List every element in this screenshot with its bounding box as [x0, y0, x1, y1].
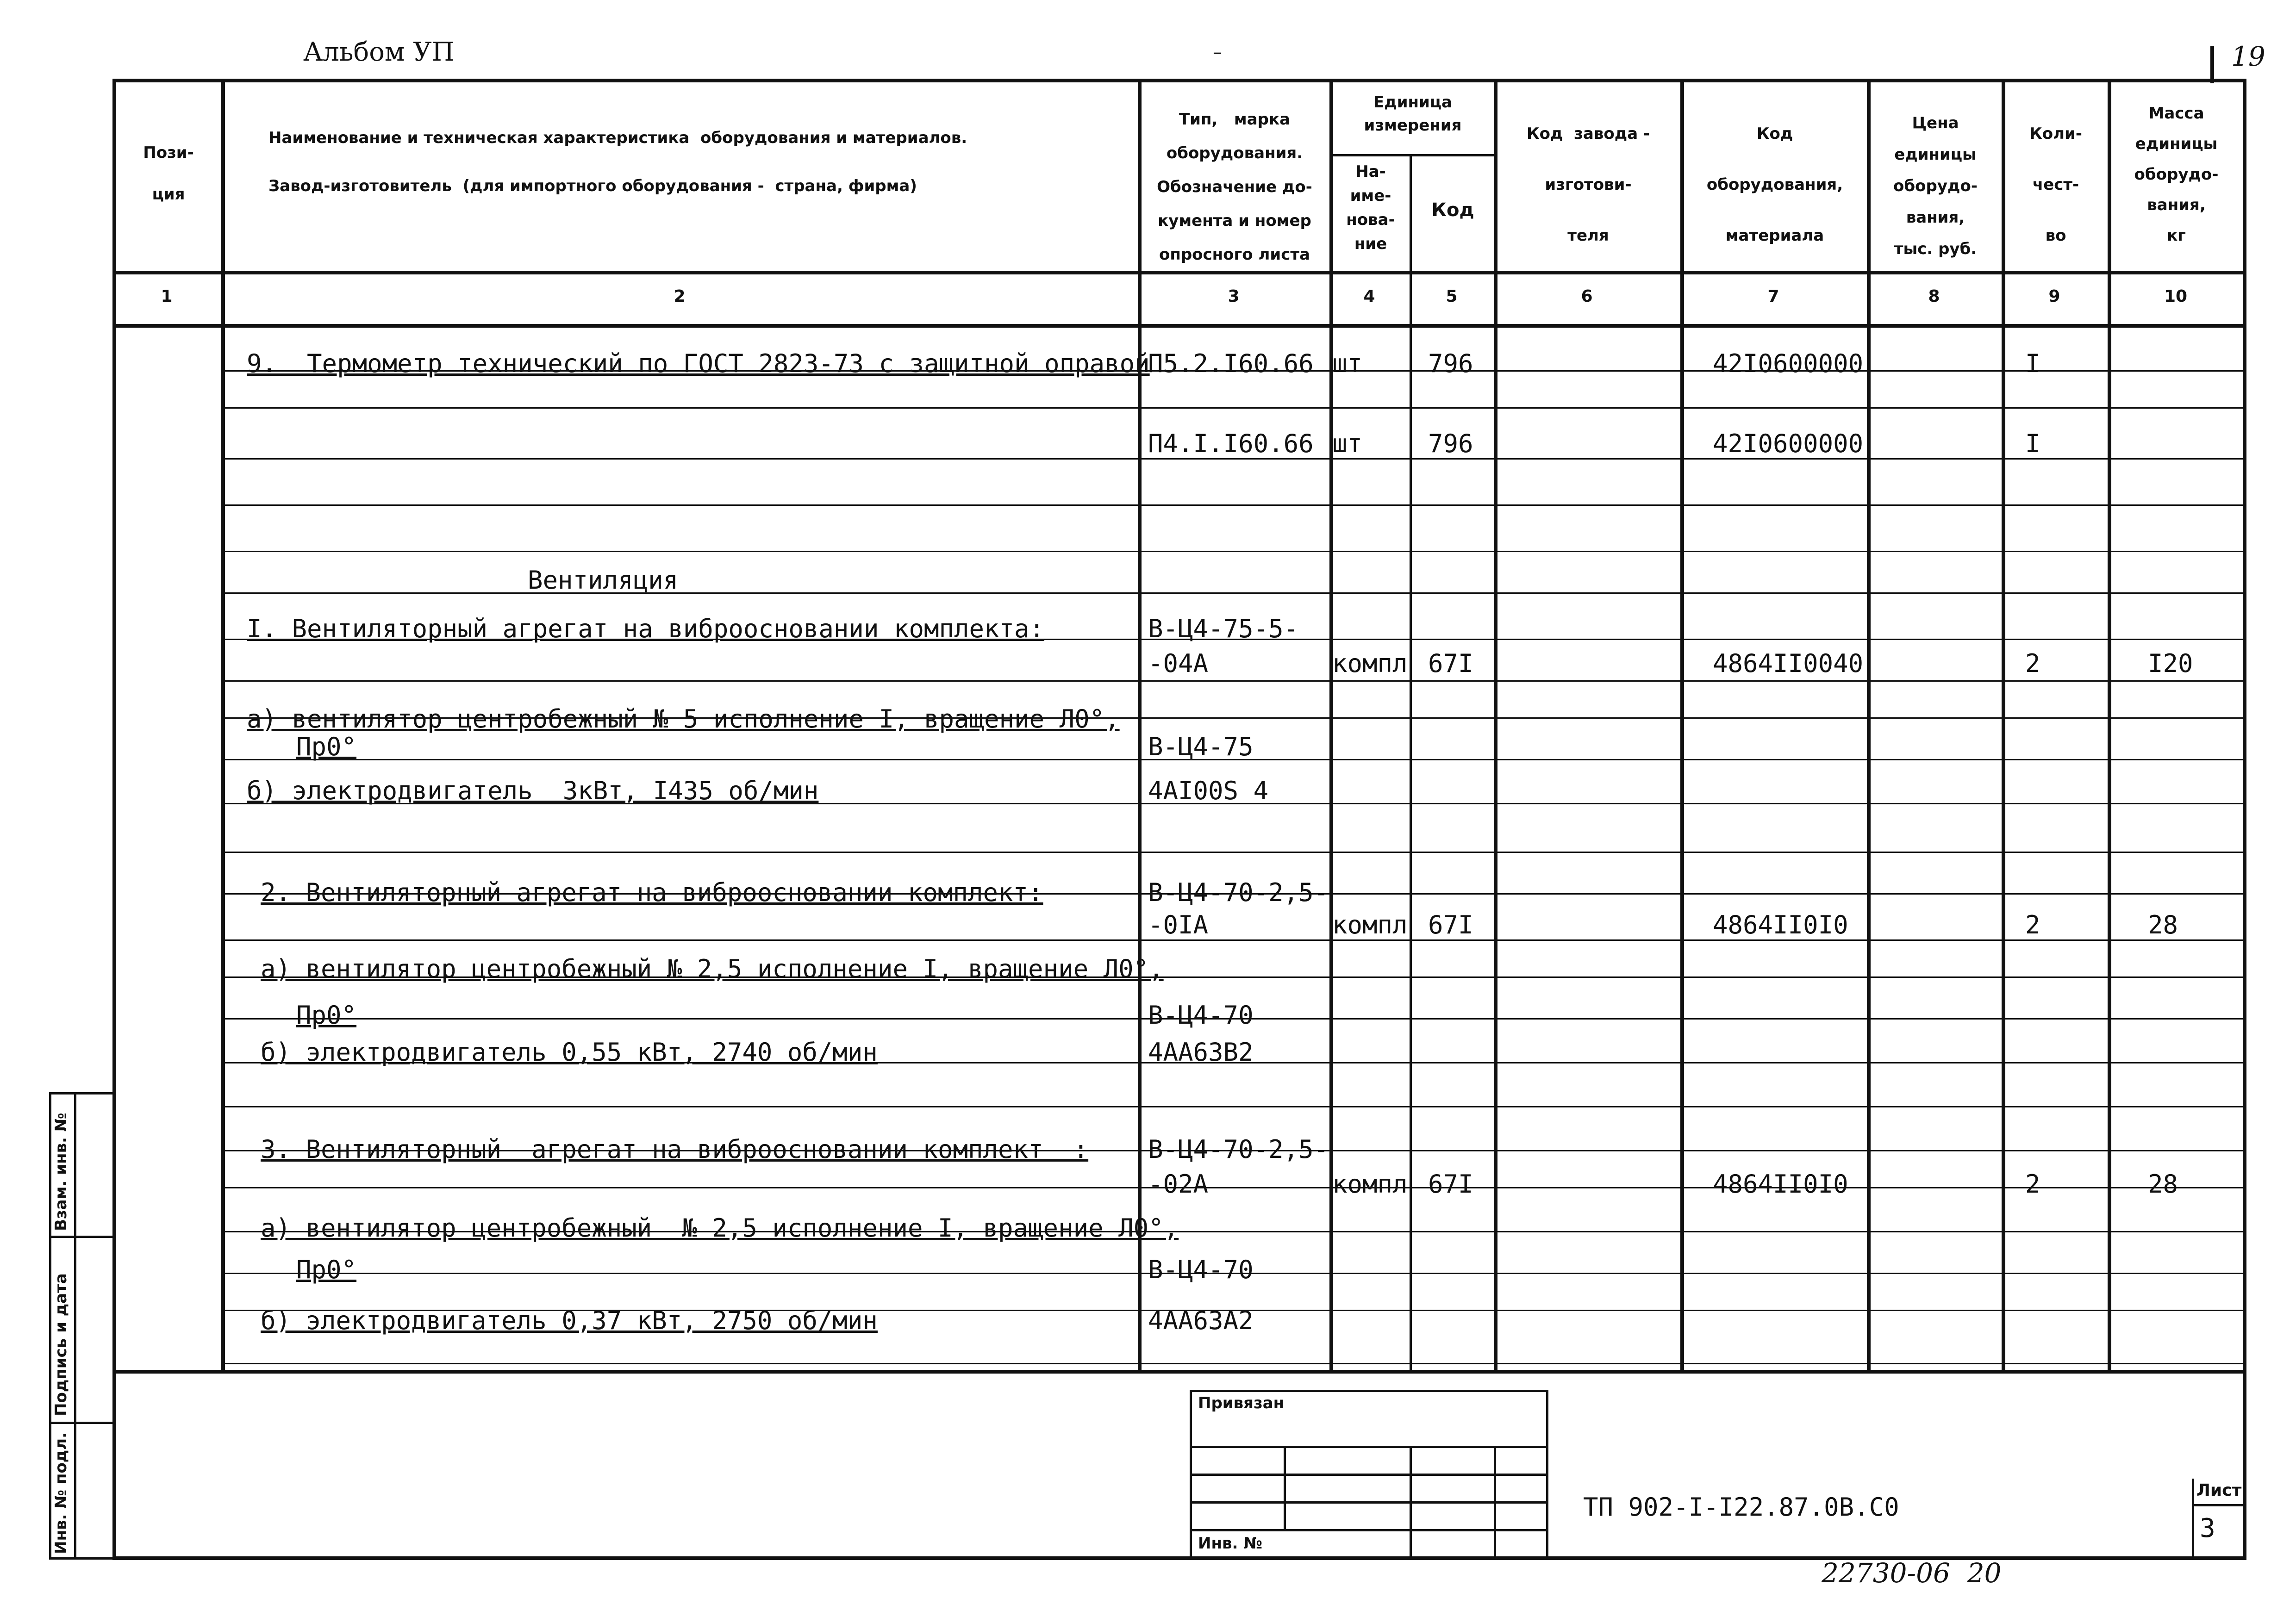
stamp-col-1 — [1284, 1446, 1286, 1529]
unit-code: 796 — [1428, 349, 1473, 378]
number-row-border — [112, 324, 2246, 328]
list-box-divider — [2192, 1504, 2245, 1506]
unit-code: 67I — [1428, 649, 1473, 678]
row-line — [221, 1187, 2244, 1188]
item-name: а) вентилятор центробежный № 5 исполнение I, вращение Л0°, — [247, 704, 1120, 734]
row-line — [221, 458, 2244, 460]
quantity: 2 — [2025, 1169, 2040, 1199]
unit-name: шт — [1332, 349, 1363, 378]
item-type: 4АI00S 4 — [1148, 776, 1269, 805]
stamp-line-2 — [1190, 1474, 1546, 1476]
equipment-code: 42I0600000 — [1713, 349, 1864, 378]
col-6-7-border — [1680, 79, 1684, 1371]
row-line — [221, 680, 2244, 682]
item-name: Пр0° — [296, 1001, 357, 1030]
header-col-5: Код — [1431, 199, 1474, 221]
column-number: 7 — [1767, 287, 1779, 306]
item-name: а) вентилятор центробежный № 2,5 исполнение I, вращение Л0°, — [261, 954, 1164, 983]
item-type: -02А — [1148, 1169, 1209, 1199]
side-strip-div-1 — [49, 1236, 114, 1238]
header-col-9: Коли- чест- во — [2029, 124, 2082, 245]
side-strip-top — [49, 1092, 114, 1094]
header-col-6: Код завода - изготови- теля — [1526, 124, 1650, 245]
item-type: 4АА63В2 — [1148, 1038, 1254, 1067]
row-line — [221, 852, 2244, 853]
header-col-4: На- име- нова- ние — [1346, 162, 1395, 253]
col-2-3-border — [1138, 79, 1142, 1371]
col-1-2-border — [221, 79, 225, 1371]
quantity: 2 — [2025, 649, 2040, 678]
side-strip-mid — [74, 1092, 76, 1557]
top-dash: – — [1213, 42, 1222, 63]
item-type: В-Ц4-70-2,5- — [1148, 878, 1329, 907]
column-number: 8 — [1928, 287, 1940, 306]
item-name: Вентиляция — [528, 566, 679, 595]
stamp-line-1 — [1190, 1446, 1546, 1448]
column-number: 6 — [1581, 287, 1593, 306]
side-strip-div-2 — [49, 1422, 114, 1424]
column-number: 2 — [674, 287, 686, 306]
footer-code: 22730-06 20 — [1822, 1557, 2002, 1589]
document-code: ТП 902-I-I22.87.0В.С0 — [1583, 1492, 1899, 1522]
stamp-col-3 — [1494, 1446, 1496, 1556]
list-box-left — [2192, 1479, 2194, 1556]
header-col-10: Масса единицы оборудо- вания, кг — [2134, 104, 2219, 245]
item-name: б) электродвигатель 3кВт, I435 об/мин — [247, 776, 819, 805]
inv-podl-label: Инв. № подл. — [52, 1432, 70, 1554]
quantity: 2 — [2025, 910, 2040, 939]
item-type: В-Ц4-70 — [1148, 1001, 1254, 1030]
album-label: Альбом УП — [303, 37, 455, 67]
item-name: а) вентилятор центробежный № 2,5 исполнение I, вращение Л0°, — [261, 1213, 1179, 1243]
item-type: -0IА — [1148, 910, 1209, 939]
item-name: 2. Вентиляторный агрегат на виброосновании комплект: — [261, 878, 1043, 907]
item-name: 9. Термометр технический по ГОСТ 2823-73 с защитной оправой — [247, 349, 1150, 378]
unit-code: 67I — [1428, 1169, 1473, 1199]
unit-mass: 28 — [2148, 910, 2178, 939]
side-strip-bottom — [49, 1557, 114, 1560]
header-col-1: Пози- ция — [143, 143, 194, 204]
row-line — [221, 504, 2244, 506]
side-strip-left — [49, 1092, 51, 1557]
item-name: б) электродвигатель 0,37 кВт, 2750 об/мин — [261, 1306, 878, 1335]
item-type: В-Ц4-75-5- — [1148, 614, 1299, 643]
item-name: Пр0° — [296, 732, 357, 761]
item-name: б) электродвигатель 0,55 кВт, 2740 об/мин — [261, 1038, 878, 1067]
row-line — [221, 1106, 2244, 1107]
unit-code: 796 — [1428, 429, 1473, 458]
unit-mass: 28 — [2148, 1169, 2178, 1199]
column-number: 10 — [2164, 287, 2188, 306]
stamp-line-4 — [1190, 1529, 1546, 1531]
header-col-8: Цена единицы оборудо- вания, тыс. руб. — [1893, 114, 1978, 258]
row-line — [221, 407, 2244, 409]
equipment-code: 4864II0I0 — [1713, 910, 1848, 939]
table-top-border — [112, 79, 2246, 82]
header-col-2: Наименование и техническая характеристика оборудования и материалов. Завод-изготовитель (для импортного оборудования - страна, фирма) — [268, 129, 967, 195]
column-number: 4 — [1363, 287, 1375, 306]
col-9-10-border — [2108, 79, 2111, 1371]
list-value: 3 — [2200, 1513, 2215, 1543]
col-4-5-border — [1410, 154, 1412, 1371]
column-number: 5 — [1446, 287, 1458, 306]
unit-name: компл — [1332, 1169, 1408, 1199]
unit-name: шт — [1332, 429, 1363, 458]
header-col-3: Тип, марка оборудования. Обозначение до- кумента и номер опросного листа — [1157, 110, 1312, 264]
row-line — [221, 939, 2244, 941]
item-type: В-Ц4-75 — [1148, 732, 1254, 761]
header-col-7: Код оборудования, материала — [1706, 124, 1843, 245]
col-7-8-border — [1867, 79, 1871, 1371]
row-line — [221, 551, 2244, 552]
sheet-number: 19 — [2231, 41, 2265, 72]
column-number: 1 — [161, 287, 173, 306]
row-line — [221, 1363, 2244, 1364]
right-border — [2243, 79, 2246, 1557]
item-type: 4АА63А2 — [1148, 1306, 1254, 1335]
table-bottom-border — [112, 1370, 2246, 1374]
stamp-top-border — [1190, 1390, 1546, 1392]
quantity: I — [2025, 429, 2040, 458]
inv-no-label: Инв. № — [1198, 1534, 1263, 1553]
podpis-data-label: Подпись и дата — [52, 1273, 70, 1416]
equipment-code: 4864II0040 — [1713, 649, 1864, 678]
stamp-col-2 — [1410, 1446, 1412, 1556]
vzam-inv-label: Взам. инв. № — [52, 1113, 70, 1231]
col-8-9-border — [2002, 79, 2005, 1371]
privyazan-label: Привязан — [1198, 1394, 1285, 1412]
stamp-left-border — [1190, 1390, 1192, 1556]
stamp-line-3 — [1190, 1501, 1546, 1504]
unit-name: компл — [1332, 649, 1408, 678]
unit-group-title: Единица измерения — [1364, 93, 1462, 135]
unit-code: 67I — [1428, 910, 1473, 939]
item-type: В-Ц4-70 — [1148, 1255, 1254, 1284]
equipment-code: 42I0600000 — [1713, 429, 1864, 458]
item-name: I. Вентиляторный агрегат на виброосновании комплекта: — [247, 614, 1045, 643]
column-number: 3 — [1228, 287, 1240, 306]
list-label: Лист — [2196, 1481, 2242, 1500]
item-name: 3. Вентиляторный агрегат на виброосновании комплект : — [261, 1135, 1089, 1164]
unit-name: компл — [1332, 910, 1408, 939]
equipment-code: 4864II0I0 — [1713, 1169, 1848, 1199]
item-type: П5.2.I60.66 — [1148, 349, 1314, 378]
item-type: П4.I.I60.66 — [1148, 429, 1314, 458]
col-5-6-border — [1494, 79, 1497, 1371]
quantity: I — [2025, 349, 2040, 378]
stamp-right-border — [1546, 1390, 1548, 1556]
item-name: Пр0° — [296, 1255, 357, 1284]
left-border — [112, 79, 116, 1557]
row-line — [221, 592, 2244, 594]
unit-mass: I20 — [2148, 649, 2193, 678]
item-type: -04А — [1148, 649, 1209, 678]
item-type: В-Ц4-70-2,5- — [1148, 1135, 1329, 1164]
sheet-number-separator — [2210, 46, 2214, 83]
column-number: 9 — [2048, 287, 2060, 306]
